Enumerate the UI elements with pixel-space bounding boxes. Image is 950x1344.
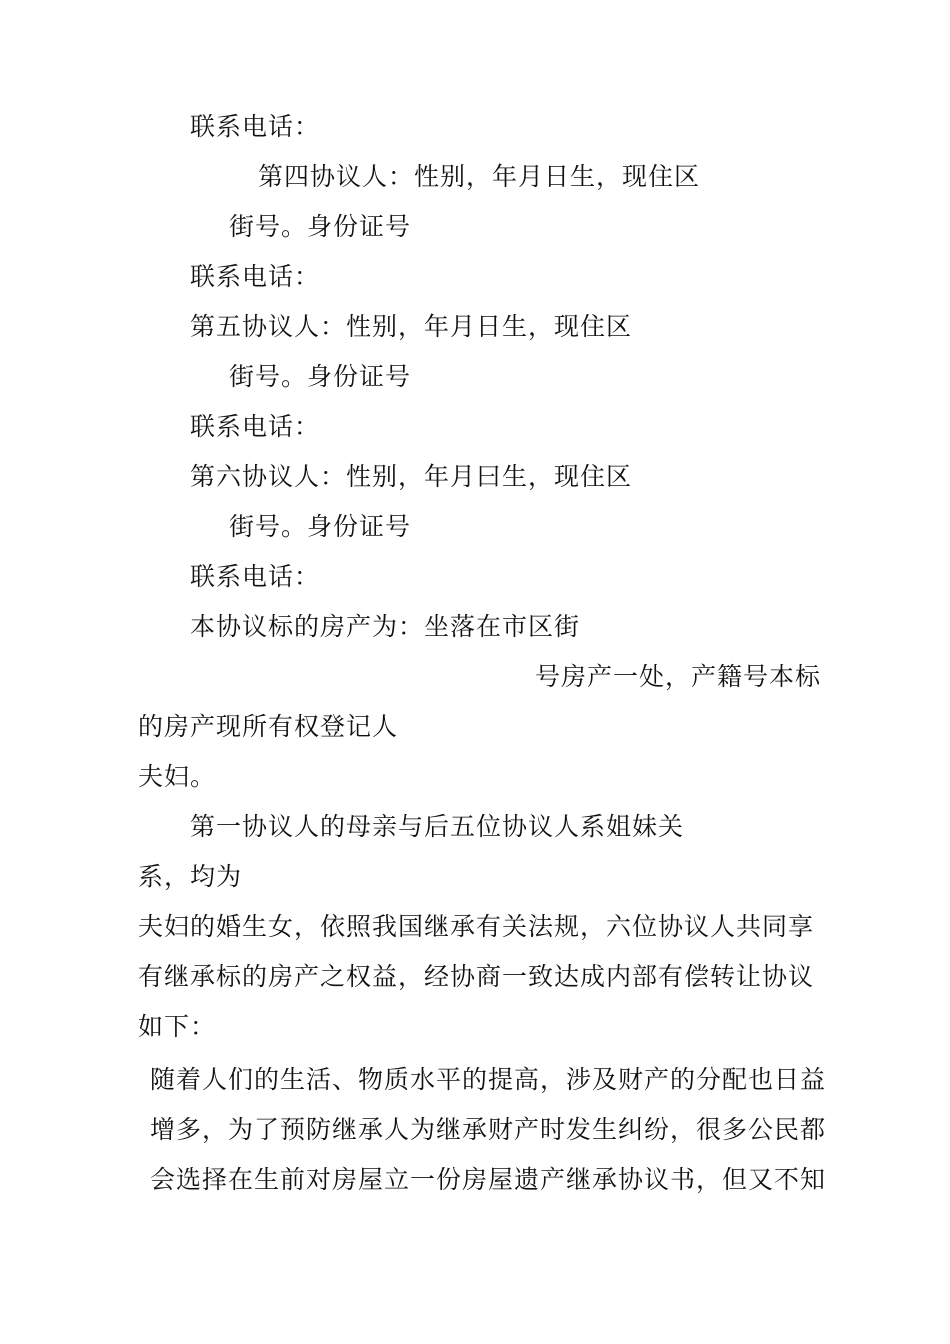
text-line: 随着人们的生活、物质水平的提高，涉及财产的分配也日益 xyxy=(150,1065,827,1094)
text-line: 本协议标的房产为：坐落在市区街 xyxy=(190,612,581,641)
text-line: 夫妇。 xyxy=(138,762,217,791)
text-line: 增多，为了预防继承人为继承财产时发生纠纷，很多公民都 xyxy=(150,1115,827,1144)
text-line: 街号。身份证号 xyxy=(229,212,412,241)
text-line: 有继承标的房产之权益，经协商一致达成内部有偿转让协议 xyxy=(138,962,815,991)
text-line: 会选择在生前对房屋立一份房屋遗产继承协议书，但又不知 xyxy=(150,1165,827,1194)
text-line: 联系电话： xyxy=(190,262,321,291)
text-line: 第四协议人：性别，年月日生，现住区 xyxy=(258,162,701,191)
text-line: 夫妇的婚生女，依照我国继承有关法规，六位协议人共同享 xyxy=(138,912,815,941)
text-line: 联系电话： xyxy=(190,562,321,591)
text-line: 街号。身份证号 xyxy=(229,512,412,541)
text-line: 系，均为 xyxy=(138,862,243,891)
text-line: 号房产一处，产籍号本标 xyxy=(535,662,822,691)
text-line: 第一协议人的母亲与后五位协议人系姐妹关 xyxy=(190,812,685,841)
text-line: 联系电话： xyxy=(190,412,321,441)
text-line: 联系电话： xyxy=(190,112,321,141)
text-line: 第六协议人：性别，年月曰生，现住区 xyxy=(190,462,633,491)
text-line: 街号。身份证号 xyxy=(229,362,412,391)
text-line: 的房产现所有权登记人 xyxy=(138,712,399,741)
text-line: 如下： xyxy=(138,1012,217,1041)
text-line: 第五协议人：性别，年月日生，现住区 xyxy=(190,312,633,341)
